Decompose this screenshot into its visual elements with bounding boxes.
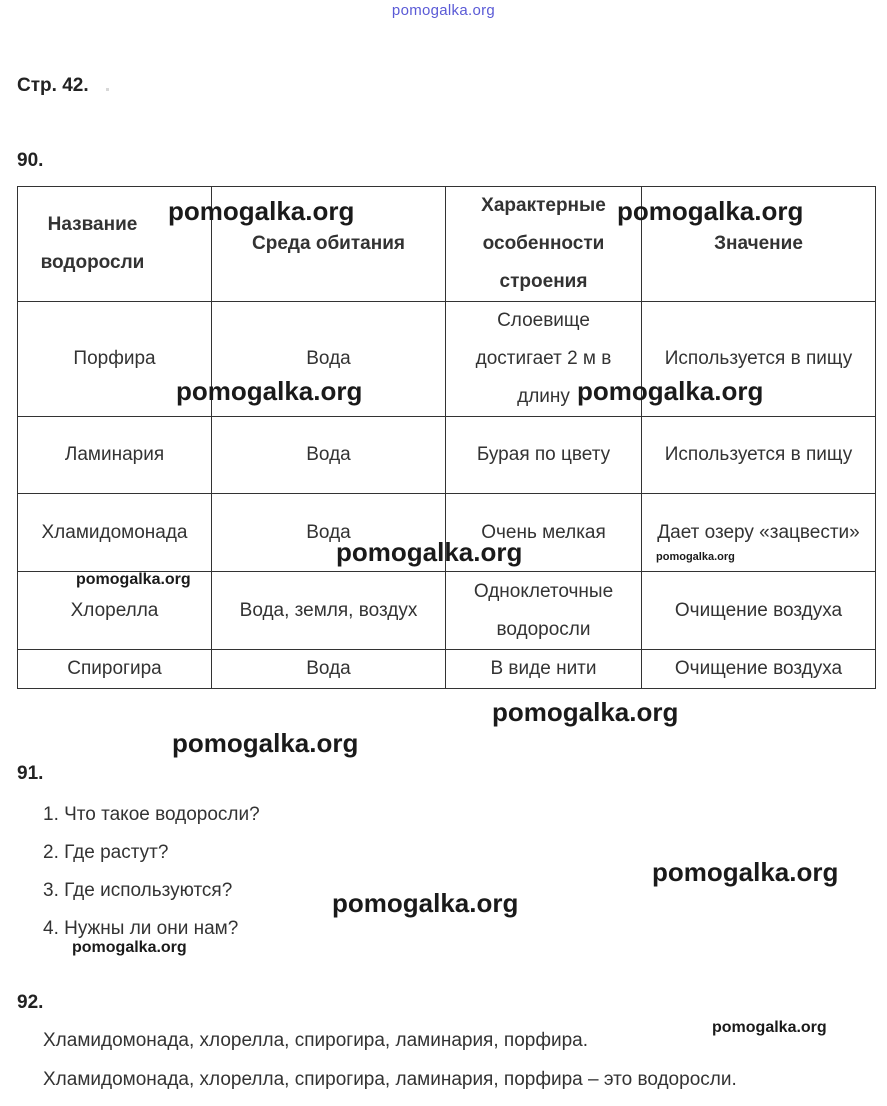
list-item: 4. Нужны ли они нам?: [43, 918, 239, 939]
table-cell: Слоевище достигает 2 м в длину: [446, 302, 642, 417]
watermark-text: pomogalka.org: [72, 939, 187, 956]
table-cell: Порфира: [18, 302, 212, 417]
task-91-number: 91.: [17, 763, 44, 784]
decorative-dot: [106, 88, 109, 91]
watermark-text: pomogalka.org: [172, 728, 359, 758]
table-cell: Используется в пищу: [642, 417, 876, 494]
watermark-text: pomogalka.org: [332, 888, 519, 918]
table-row: [18, 417, 876, 494]
watermark-text: pomogalka.org: [617, 196, 804, 226]
table-cell: Дает озеру «зацвести»: [642, 494, 876, 572]
task-92-number: 92.: [17, 992, 44, 1013]
watermark-text: pomogalka.org: [712, 1019, 827, 1036]
table-cell: Вода, земля, воздух: [212, 572, 446, 650]
table-header-cell: Название водоросли: [18, 187, 212, 302]
table-cell: Очищение воздуха: [642, 650, 876, 689]
page-heading: Стр. 42.: [17, 75, 89, 96]
table-cell: Вода: [212, 650, 446, 689]
list-item: 3. Где используются?: [43, 880, 233, 901]
table-cell: Вода: [212, 417, 446, 494]
task-90-number: 90.: [17, 150, 44, 171]
site-header[interactable]: pomogalka.org: [391, 2, 496, 19]
table-header-cell: Характерные особенности строения: [446, 187, 642, 302]
watermark-text: pomogalka.org: [492, 697, 679, 727]
watermark-text: pomogalka.org: [656, 551, 735, 563]
table-cell: Вода: [212, 302, 446, 417]
table-cell: В виде нити: [446, 650, 642, 689]
watermark-text: pomogalka.org: [336, 537, 523, 567]
table-cell: Используется в пищу: [642, 302, 876, 417]
table-header-cell: Значение: [642, 187, 876, 302]
watermark-text: pomogalka.org: [652, 857, 839, 887]
watermark-text: pomogalka.org: [168, 196, 355, 226]
answer-sentence: Хламидомонада, хлорелла, спирогира, ламинария, порфира.: [43, 1030, 588, 1051]
table-cell: Вода: [212, 494, 446, 572]
table-row: [18, 650, 876, 689]
table-cell: Спирогира: [18, 650, 212, 689]
table-cell: Очень мелкая: [446, 494, 642, 572]
table-header-cell: Среда обитания: [212, 187, 446, 302]
table-cell: Хламидомонада: [18, 494, 212, 572]
watermark-text: pomogalka.org: [577, 376, 764, 406]
table-cell: Хлорелла: [18, 572, 212, 650]
list-item: 1. Что такое водоросли?: [43, 804, 260, 825]
table-cell: Очищение воздуха: [642, 572, 876, 650]
watermark-text: pomogalka.org: [176, 376, 363, 406]
question-list: [43, 796, 260, 948]
watermark-text: pomogalka.org: [76, 571, 191, 588]
table-cell: Одноклеточные водоросли: [446, 572, 642, 650]
answer-sentence: Хламидомонада, хлорелла, спирогира, ламинария, порфира – это водоросли.: [43, 1069, 737, 1090]
list-item: 2. Где растут?: [43, 842, 169, 863]
table-cell: Бурая по цвету: [446, 417, 642, 494]
algae-table: [17, 186, 876, 689]
table-cell: Ламинария: [18, 417, 212, 494]
